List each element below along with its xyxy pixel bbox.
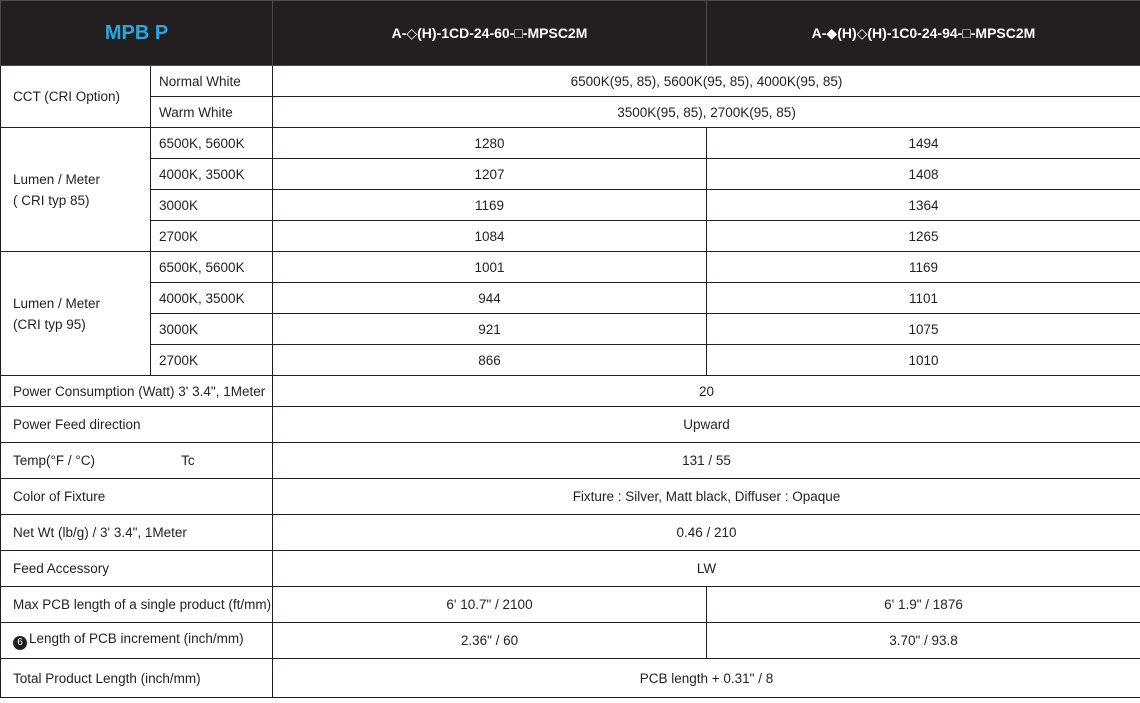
pcb-increment-value-2: 3.70" / 93.8 <box>707 623 1140 659</box>
temp-value: 131 / 55 <box>273 443 1140 479</box>
max-pcb-value-2: 6' 1.9" / 1876 <box>707 587 1140 623</box>
lumen85-label-line1: Lumen / Meter <box>13 171 101 187</box>
weight-label: Net Wt (lb/g) / 3' 3.4", 1Meter <box>1 515 273 551</box>
lumen95-value-2: 1101 <box>707 283 1140 314</box>
color-label: Color of Fixture <box>1 479 273 515</box>
total-length-row <box>1 659 1140 698</box>
pcb-increment-label-cell <box>1 623 273 659</box>
lumen95-cct: 4000K, 3500K <box>151 283 273 314</box>
max-pcb-label: Max PCB length of a single product (ft/mm) <box>1 587 273 623</box>
temp-label-cell <box>1 443 273 479</box>
lumen95-label-line1: Lumen / Meter <box>13 295 101 311</box>
temp-row <box>1 443 1140 479</box>
weight-row <box>1 515 1140 551</box>
temp-label: Temp(°F / °C) <box>13 453 96 468</box>
lumen95-cct: 2700K <box>151 345 273 376</box>
lumen95-value-2: 1075 <box>707 314 1140 345</box>
lumen85-cct: 6500K, 5600K <box>151 128 273 159</box>
lumen95-cct: 6500K, 5600K <box>151 252 273 283</box>
pcb-increment-value-1: 2.36" / 60 <box>273 623 707 659</box>
brand-title: MPB P <box>1 1 273 66</box>
lumen95-row <box>1 314 1140 345</box>
lumen95-value-1: 944 <box>273 283 707 314</box>
lumen85-row <box>1 128 1140 159</box>
lumen95-value-2: 1010 <box>707 345 1140 376</box>
lumen95-value-1: 866 <box>273 345 707 376</box>
pcb-increment-label: Length of PCB increment (inch/mm) <box>29 631 244 646</box>
total-length-value: PCB length + 0.31" / 8 <box>273 659 1140 698</box>
max-pcb-value-1: 6' 10.7" / 2100 <box>273 587 707 623</box>
power-label: Power Consumption (Watt) 3' 3.4", 1Meter <box>1 376 273 407</box>
lumen85-cct: 3000K <box>151 190 273 221</box>
power-row <box>1 376 1140 407</box>
lumen85-cct: 4000K, 3500K <box>151 159 273 190</box>
lumen95-value-2: 1169 <box>707 252 1140 283</box>
feed-direction-value: Upward <box>273 407 1140 443</box>
lumen85-cct: 2700K <box>151 221 273 252</box>
lumen85-value-2: 1265 <box>707 221 1140 252</box>
cct-normal-value: 6500K(95, 85), 5600K(95, 85), 4000K(95, 85) <box>273 66 1140 97</box>
model-header-2: A-◆(H)◇(H)-1C0-24-94-□-MPSC2M <box>707 1 1140 66</box>
lumen85-value-2: 1408 <box>707 159 1140 190</box>
lumen85-value-2: 1494 <box>707 128 1140 159</box>
lumen95-row <box>1 345 1140 376</box>
color-row <box>1 479 1140 515</box>
feed-accessory-row <box>1 551 1140 587</box>
lumen85-label-line2: ( CRI typ 85) <box>13 192 90 208</box>
temp-tc-label: Tc <box>181 453 195 468</box>
lumen85-value-1: 1169 <box>273 190 707 221</box>
lumen95-label-line2: (CRI typ 95) <box>13 316 86 332</box>
cct-warm-value: 3500K(95, 85), 2700K(95, 85) <box>273 97 1140 128</box>
color-value: Fixture : Silver, Matt black, Diffuser : Opaque <box>273 479 1140 515</box>
feed-accessory-value: LW <box>273 551 1140 587</box>
cct-label: CCT (CRI Option) <box>1 66 151 128</box>
lumen95-value-1: 921 <box>273 314 707 345</box>
lumen85-value-1: 1084 <box>273 221 707 252</box>
weight-value: 0.46 / 210 <box>273 515 1140 551</box>
lumen85-row <box>1 190 1140 221</box>
lumen95-row <box>1 252 1140 283</box>
cct-normal-label: Normal White <box>151 66 273 97</box>
lumen85-label <box>1 128 151 252</box>
model-header-1: A-◇(H)-1CD-24-60-□-MPSC2M <box>273 1 707 66</box>
lumen85-value-1: 1280 <box>273 128 707 159</box>
lumen85-row <box>1 221 1140 252</box>
feed-direction-row <box>1 407 1140 443</box>
cct-warm-row <box>1 97 1140 128</box>
pcb-increment-row <box>1 623 1140 659</box>
power-value: 20 <box>273 376 1140 407</box>
lumen85-value-2: 1364 <box>707 190 1140 221</box>
number-six-marker-icon: 6 <box>13 636 27 650</box>
total-length-label: Total Product Length (inch/mm) <box>1 659 273 698</box>
cct-normal-row <box>1 66 1140 97</box>
lumen95-cct: 3000K <box>151 314 273 345</box>
lumen95-label <box>1 252 151 376</box>
feed-direction-label: Power Feed direction <box>1 407 273 443</box>
cct-warm-label: Warm White <box>151 97 273 128</box>
lumen95-value-1: 1001 <box>273 252 707 283</box>
max-pcb-row <box>1 587 1140 623</box>
lumen85-row <box>1 159 1140 190</box>
feed-accessory-label: Feed Accessory <box>1 551 273 587</box>
lumen95-row <box>1 283 1140 314</box>
lumen85-value-1: 1207 <box>273 159 707 190</box>
header-row <box>1 1 1140 66</box>
